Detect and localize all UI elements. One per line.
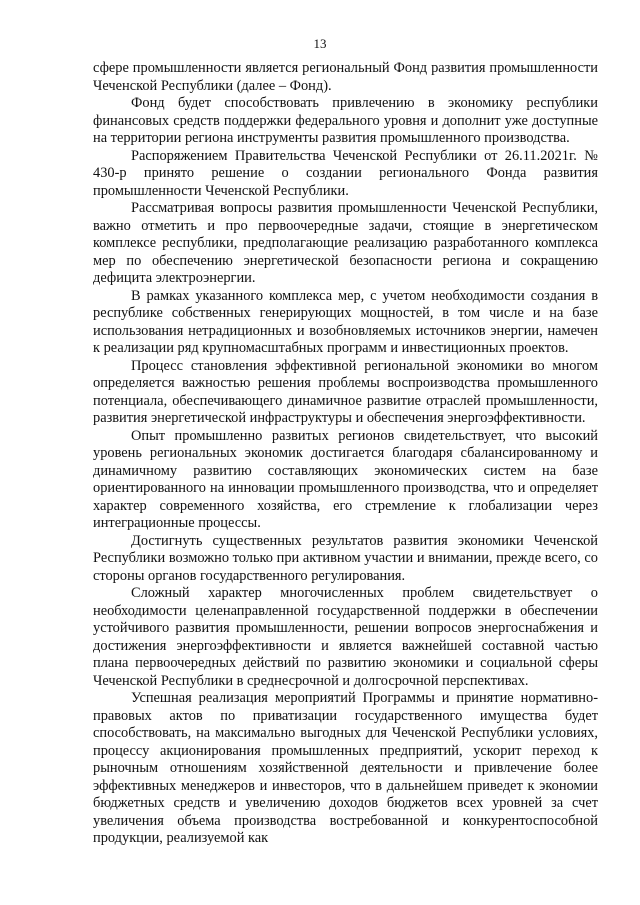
paragraph: Рассматривая вопросы развития промышленности Чеченской Республики, важно отметить и про первоочередные задачи, стоящие в энергетическом комплексе республики, предполагающие реализацию разработанного комплекса мер по обеспечению энергетической безопасности региона и сокращению дефицита электроэнергии. (93, 200, 598, 286)
paragraph: Фонд будет способствовать привлечению в экономику республики финансовых средств поддержки федерального уровня и дополнит уже доступные на территории региона инструменты развития промышленного производства. (93, 95, 598, 146)
paragraph: В рамках указанного комплекса мер, с учетом необходимости создания в республике собственных генерирующих мощностей, в том числе и на базе использования нетрадиционных и возобновляемых источников энергии, намечен к реализации ряд крупномасштабных программ и инвестиционных проектов. (93, 287, 598, 356)
page-number: 13 (313, 36, 327, 51)
paragraph: Сложный характер многочисленных проблем свидетельствует о необходимости целенаправленной государственной поддержки в обеспечении устойчивого развития промышленности, решении вопросов энергоснабжения и достижения энергоэффективности и является важнейшей составной частью плана первоочередных действий по развитию экономики и социальной сферы Чеченской Республики в среднесрочной и долгосрочной перспективах. (93, 585, 598, 689)
paragraph: Достигнуть существенных результатов развития экономики Чеченской Республики возможно только при активном участии и внимании, прежде всего, со стороны органов государственного регулирования. (93, 532, 598, 584)
document-body (93, 60, 598, 848)
paragraph: Успешная реализация мероприятий Программы и принятие нормативно-правовых актов по приватизации государственного имущества будет способствовать, на максимально выгодных для Чеченской Республики условиях, процессу акционирования промышленных предприятий, ускорит переход к рыночным отношениям хозяйственной деятельности и привлечение более эффективных менеджеров и инвесторов, что в дальнейшем приведет к экономии бюджетных средств и увеличению доходов бюджетов всех уровней за счет увеличения объема производства востребованной и конкурентоспособной продукции, реализуемой как (93, 690, 598, 846)
paragraph: сфере промышленности является региональный Фонд развития промышленности Чеченской Республики (далее – Фонд). (93, 60, 598, 94)
paragraph: Опыт промышленно развитых регионов свидетельствует, что высокий уровень региональных экономик достигается благодаря сбалансированному и динамичному развитию составляющих экономических систем на базе ориентированного на инновации промышленного производства, что и определяет характер современного хозяйства, его стремление к глобализации через интеграционные процессы. (93, 427, 598, 531)
paragraph: Распоряжением Правительства Чеченской Республики от 26.11.2021г. № 430-р принято решение о создании регионального Фонда развития промышленности Чеченской Республики. (93, 147, 598, 199)
paragraph: Процесс становления эффективной региональной экономики во многом определяется важностью решения проблемы воспроизводства промышленного потенциала, обеспечивающего динамичное развитие отраслей промышленности, развития энергетической инфраструктуры и обеспечения энергоэффективности. (93, 357, 598, 426)
